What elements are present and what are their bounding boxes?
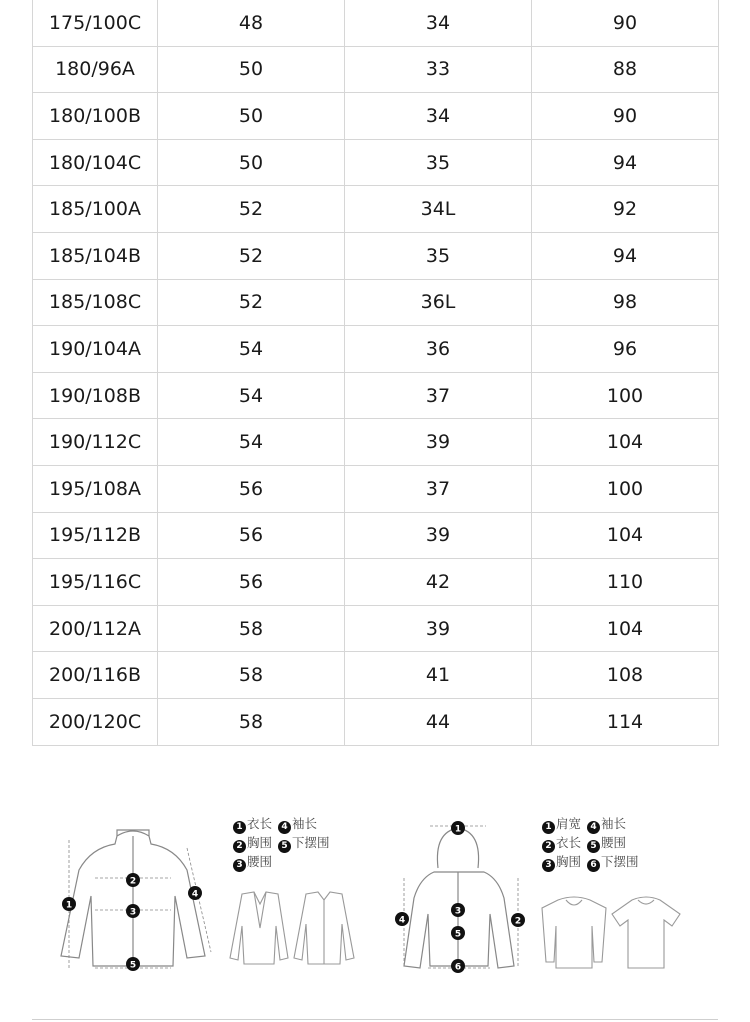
marker-1: 1 <box>454 824 462 835</box>
table-cell: 39 <box>345 512 532 559</box>
table-cell: 190/104A <box>33 326 158 373</box>
table-cell: 54 <box>158 419 345 466</box>
legend-num: 5 <box>278 840 291 853</box>
legend-num: 2 <box>233 840 246 853</box>
marker-3: 3 <box>454 906 462 917</box>
table-cell: 200/112A <box>33 605 158 652</box>
jacket-markers <box>62 873 202 971</box>
table-row <box>33 326 719 373</box>
table-cell: 90 <box>532 0 719 46</box>
legend-label: 袖长 <box>292 816 318 831</box>
table-row <box>33 559 719 606</box>
table-cell: 58 <box>158 698 345 745</box>
table-row <box>33 232 719 279</box>
table-cell: 200/120C <box>33 698 158 745</box>
legend-label: 衣长 <box>247 816 273 831</box>
table-cell: 114 <box>532 698 719 745</box>
legend-num: 1 <box>542 821 555 834</box>
table-row <box>33 698 719 745</box>
table-cell: 52 <box>158 186 345 233</box>
table-cell: 54 <box>158 326 345 373</box>
table-cell: 48 <box>158 0 345 46</box>
marker-5: 5 <box>129 960 137 971</box>
table-cell: 180/100B <box>33 93 158 140</box>
table-cell: 104 <box>532 419 719 466</box>
table-cell: 185/100A <box>33 186 158 233</box>
legend-label: 衣长 <box>556 835 582 850</box>
jacket-measure-diagram <box>55 818 225 978</box>
table-cell: 180/96A <box>33 46 158 93</box>
table-cell: 94 <box>532 232 719 279</box>
table-cell: 175/100C <box>33 0 158 46</box>
table-cell: 56 <box>158 512 345 559</box>
size-table-body <box>33 0 719 745</box>
marker-4: 4 <box>191 889 199 900</box>
legend-label: 下摆围 <box>601 854 639 869</box>
marker-4: 4 <box>398 915 406 926</box>
table-cell: 54 <box>158 372 345 419</box>
table-cell: 108 <box>532 652 719 699</box>
table-cell: 92 <box>532 186 719 233</box>
table-cell: 33 <box>345 46 532 93</box>
table-cell: 96 <box>532 326 719 373</box>
tshirt-icons <box>536 892 686 972</box>
marker-5: 5 <box>454 929 462 940</box>
table-cell: 58 <box>158 652 345 699</box>
table-cell: 100 <box>532 372 719 419</box>
table-cell: 34 <box>345 0 532 46</box>
table-cell: 37 <box>345 372 532 419</box>
table-cell: 58 <box>158 605 345 652</box>
legend-num: 3 <box>542 859 555 872</box>
marker-2: 2 <box>514 916 522 927</box>
table-row <box>33 279 719 326</box>
hoodie-legend <box>542 815 702 872</box>
table-cell: 98 <box>532 279 719 326</box>
legend-num: 4 <box>587 821 600 834</box>
hoodie-measure-diagram <box>390 818 530 978</box>
table-cell: 94 <box>532 139 719 186</box>
table-row <box>33 46 719 93</box>
bottom-divider <box>32 1019 718 1020</box>
table-cell: 195/112B <box>33 512 158 559</box>
legend-label: 胸围 <box>247 835 273 850</box>
table-cell: 36 <box>345 326 532 373</box>
table-row <box>33 372 719 419</box>
legend-num: 5 <box>587 840 600 853</box>
table-cell: 50 <box>158 46 345 93</box>
table-cell: 42 <box>345 559 532 606</box>
marker-3: 3 <box>129 907 137 918</box>
legend-label: 下摆围 <box>292 835 330 850</box>
table-cell: 100 <box>532 465 719 512</box>
table-cell: 195/108A <box>33 465 158 512</box>
table-cell: 50 <box>158 139 345 186</box>
table-cell: 44 <box>345 698 532 745</box>
table-cell: 34 <box>345 93 532 140</box>
legend-num: 4 <box>278 821 291 834</box>
table-cell: 200/116B <box>33 652 158 699</box>
table-row <box>33 605 719 652</box>
table-row <box>33 186 719 233</box>
table-cell: 36L <box>345 279 532 326</box>
table-row <box>33 512 719 559</box>
table-row <box>33 93 719 140</box>
table-row <box>33 465 719 512</box>
marker-6: 6 <box>454 962 462 973</box>
table-cell: 104 <box>532 512 719 559</box>
table-cell: 180/104C <box>33 139 158 186</box>
legend-num: 2 <box>542 840 555 853</box>
table-cell: 185/108C <box>33 279 158 326</box>
legend-label: 肩宽 <box>556 816 582 831</box>
table-cell: 90 <box>532 93 719 140</box>
table-cell: 88 <box>532 46 719 93</box>
legend-label: 袖长 <box>601 816 627 831</box>
table-cell: 39 <box>345 605 532 652</box>
blazer-and-shirt-icons <box>222 888 362 968</box>
table-cell: 39 <box>345 419 532 466</box>
table-row <box>33 419 719 466</box>
table-cell: 190/108B <box>33 372 158 419</box>
legend-num: 3 <box>233 859 246 872</box>
table-cell: 195/116C <box>33 559 158 606</box>
table-cell: 52 <box>158 232 345 279</box>
legend-label: 胸围 <box>556 854 582 869</box>
table-cell: 41 <box>345 652 532 699</box>
table-cell: 56 <box>158 465 345 512</box>
table-cell: 110 <box>532 559 719 606</box>
table-cell: 190/112C <box>33 419 158 466</box>
table-cell: 35 <box>345 139 532 186</box>
legend-num: 1 <box>233 821 246 834</box>
size-table <box>32 0 719 746</box>
table-cell: 34L <box>345 186 532 233</box>
table-cell: 104 <box>532 605 719 652</box>
table-row <box>33 139 719 186</box>
marker-2: 2 <box>129 876 137 887</box>
table-cell: 185/104B <box>33 232 158 279</box>
legend-label: 腰围 <box>247 854 273 869</box>
table-row <box>33 652 719 699</box>
marker-1: 1 <box>65 900 73 911</box>
legend-num: 6 <box>587 859 600 872</box>
jacket-legend <box>233 815 383 872</box>
legend-label: 腰围 <box>601 835 627 850</box>
table-cell: 52 <box>158 279 345 326</box>
table-cell: 56 <box>158 559 345 606</box>
table-row <box>33 0 719 46</box>
table-cell: 35 <box>345 232 532 279</box>
table-cell: 50 <box>158 93 345 140</box>
table-cell: 37 <box>345 465 532 512</box>
